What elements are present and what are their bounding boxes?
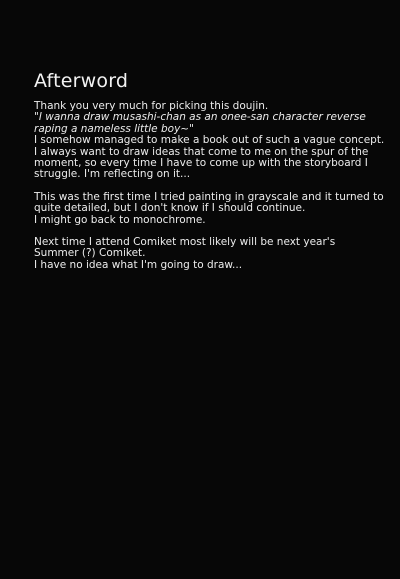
text-line: I always want to draw ideas that come to me on the spur of the <box>34 145 369 158</box>
text-line: I somehow managed to make a book out of such a vague concept. <box>34 134 385 147</box>
text-line: struggle. I'm reflecting on it... <box>34 168 191 181</box>
text-line: quite detailed, but I don't know if I should continue. <box>34 202 306 215</box>
paragraph-grayscale <box>34 192 384 226</box>
paragraph-thanks <box>34 101 384 181</box>
text-line: I have no idea what I'm going to draw... <box>34 258 243 271</box>
text-line: I might go back to monochrome. <box>34 213 206 226</box>
paragraph-comiket <box>34 237 384 271</box>
page-title: Afterword <box>34 70 129 92</box>
text-line: Next time I attend Comiket most likely will be next year's <box>34 236 336 249</box>
text-line: This was the first time I tried painting in grayscale and it turned to <box>34 190 384 203</box>
text-line: Thank you very much for picking this doujin. <box>34 100 269 112</box>
afterword-text <box>34 101 384 271</box>
quote-line: raping a nameless little boy~" <box>34 122 194 135</box>
text-line: moment, so every time I have to come up with the storyboard I <box>34 157 368 170</box>
quote-line: "I wanna draw musashi-chan as an onee-san character reverse <box>34 111 366 124</box>
text-line: Summer (?) Comiket. <box>34 247 146 260</box>
